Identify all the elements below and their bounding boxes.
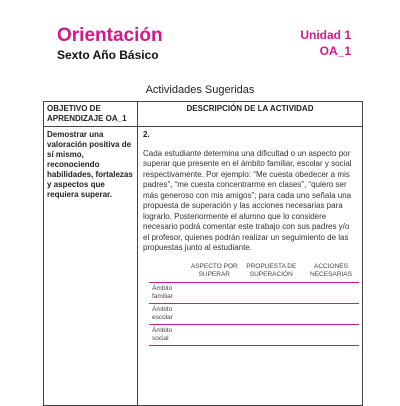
worksheet-cell (240, 282, 303, 303)
worksheet-row-label: Ámbito social (149, 324, 189, 345)
activity-description: Cada estudiante determina una dificultad o un aspecto por superar que presente en el ámbito familiar, escolar y social respectivamente. Por ejemplo: “Me cuesta obedecer a mis padres”, “me cuesta concentrarme en clases”, “quiero ser más generoso con mis amigos”; para cada uno señala una propuesta de superación y las acciones necesarias para lograrlo. Posteriormente el alumno que lo considere necesario podrá comentar este trabajo con sus padres y/o el profesor, quienes podrán realizar un seguimiento de las propuestas junto al estudiante. (143, 148, 352, 252)
description-column-header: DESCRIPCIÓN DE LA ACTIVIDAD (138, 102, 363, 127)
header-right (300, 28, 351, 58)
header-left (57, 26, 163, 62)
worksheet-header-aspect: ASPECTO POR SUPERAR (189, 263, 240, 283)
oa-code: OA_1 (319, 44, 351, 58)
document-title: Orientación (57, 25, 163, 46)
worksheet-header-proposal: PROPUESTA DE SUPERACIÓN (240, 263, 303, 283)
worksheet-cell (303, 282, 359, 303)
worksheet-header-row (149, 263, 359, 283)
worksheet-cell (189, 303, 240, 324)
worksheet-row-escolar (149, 303, 359, 324)
worksheet-cell (303, 324, 359, 345)
document-subtitle: Sexto Año Básico (57, 48, 159, 62)
objective-column-header: OBJETIVO DE APRENDIZAJE OA_1 (44, 102, 138, 127)
table-row (44, 127, 363, 406)
worksheet-row-familiar (149, 282, 359, 303)
table-header-row (44, 102, 363, 127)
activity-worksheet-table (149, 263, 359, 346)
worksheet-cell (240, 324, 303, 345)
description-cell (138, 127, 363, 406)
section-title: Actividades Sugeridas (145, 84, 255, 96)
unit-label: Unidad 1 (300, 28, 351, 42)
worksheet-header-empty (149, 263, 189, 283)
objective-cell: Demostrar una valoración positiva de sí mismo, reconociendo habilidades, fortalezas y aspectos que requiera superar. (44, 127, 138, 406)
worksheet-row-label: Ámbito escolar (149, 303, 189, 324)
worksheet-row-social (149, 324, 359, 345)
worksheet-cell (189, 324, 240, 345)
worksheet-row-label: Ámbito familiar (149, 282, 189, 303)
worksheet-cell (189, 282, 240, 303)
activities-table (43, 101, 363, 406)
activity-number: 2. (143, 130, 150, 139)
worksheet-cell (240, 303, 303, 324)
worksheet-cell (303, 303, 359, 324)
worksheet-header-actions: ACCIONES NECESARIAS (303, 263, 359, 283)
